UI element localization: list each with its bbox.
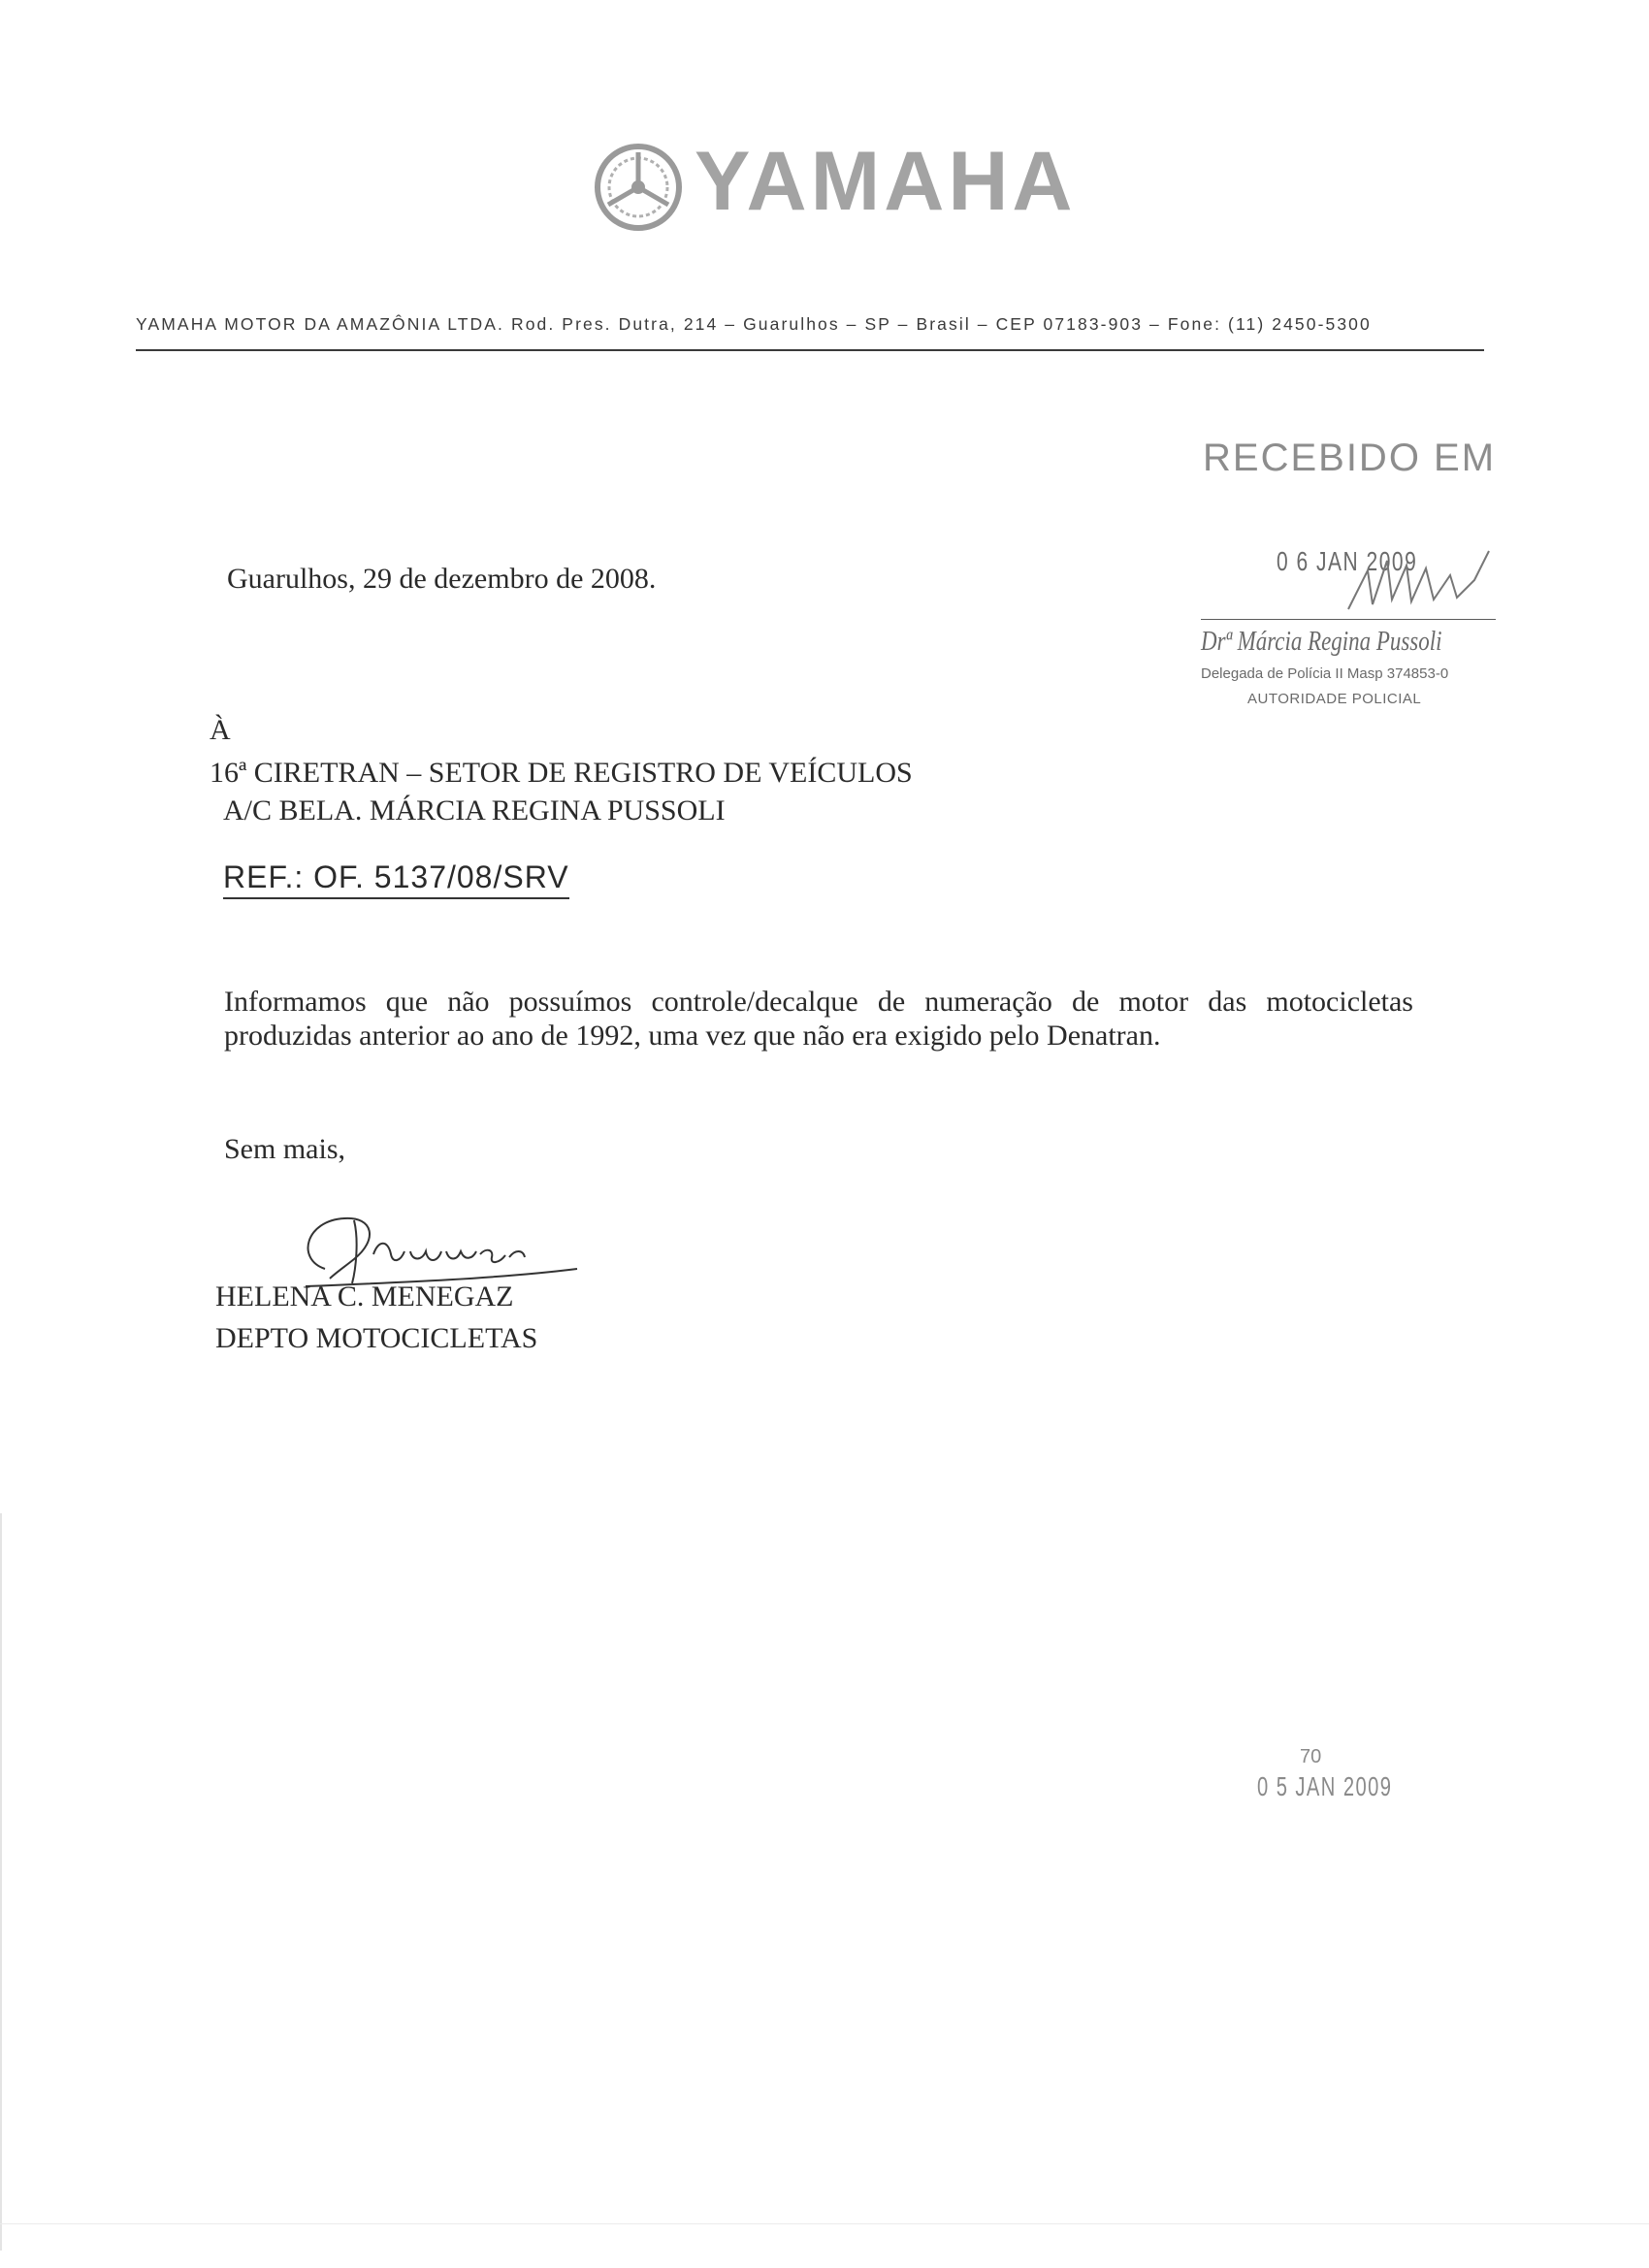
received-stamp-name: Drª Márcia Regina Pussoli bbox=[1201, 627, 1442, 657]
addressee-line-2: A/C BELA. MÁRCIA REGINA PUSSOLI bbox=[223, 794, 726, 826]
received-stamp-authority: AUTORIDADE POLICIAL bbox=[1247, 691, 1422, 707]
reference-line: REF.: OF. 5137/08/SRV bbox=[223, 859, 569, 899]
bottom-date-stamp: 0 5 JAN 2009 bbox=[1257, 1771, 1393, 1801]
stamp-signature-icon bbox=[1329, 532, 1504, 629]
letter-body: Informamos que não possuímos controle/decalque de numeração de motor das motocicletas produzidas anterior ao ano de 1992, uma vez que não era exigido pelo Denatran. bbox=[224, 986, 1413, 1052]
header-divider bbox=[136, 349, 1484, 351]
received-stamp-role: Delegada de Polícia II Masp 374853-0 bbox=[1201, 665, 1449, 682]
stamp-rule bbox=[1201, 619, 1496, 620]
yamaha-logo bbox=[594, 135, 1077, 236]
letter-date: Guarulhos, 29 de dezembro de 2008. bbox=[227, 563, 657, 595]
addressee-line-1: 16ª CIRETRAN – SETOR DE REGISTRO DE VEÍCULOS bbox=[210, 757, 913, 789]
received-stamp-date: 0 6 JAN 2009 bbox=[1277, 546, 1418, 576]
signatory-name: HELENA C. MENEGAZ bbox=[215, 1280, 514, 1312]
received-stamp-title: RECEBIDO EM bbox=[1203, 437, 1497, 479]
tuning-fork-emblem-icon bbox=[594, 143, 683, 232]
company-address-line: YAMAHA MOTOR DA AMAZÔNIA LTDA. Rod. Pres. Dutra, 214 – Guarulhos – SP – Brasil – CEP 07183-903 – Fone: (11) 2450-5300 bbox=[136, 314, 1372, 334]
logo-wordmark: YAMAHA bbox=[695, 135, 1077, 228]
scan-edge bbox=[0, 1513, 2, 2251]
letter-closing: Sem mais, bbox=[224, 1133, 345, 1165]
bottom-stamp-mark: 70 bbox=[1300, 1746, 1322, 1767]
addressee-prefix: À bbox=[210, 714, 231, 746]
scan-footer-line bbox=[0, 2223, 1649, 2224]
signatory-department: DEPTO MOTOCICLETAS bbox=[215, 1322, 538, 1354]
